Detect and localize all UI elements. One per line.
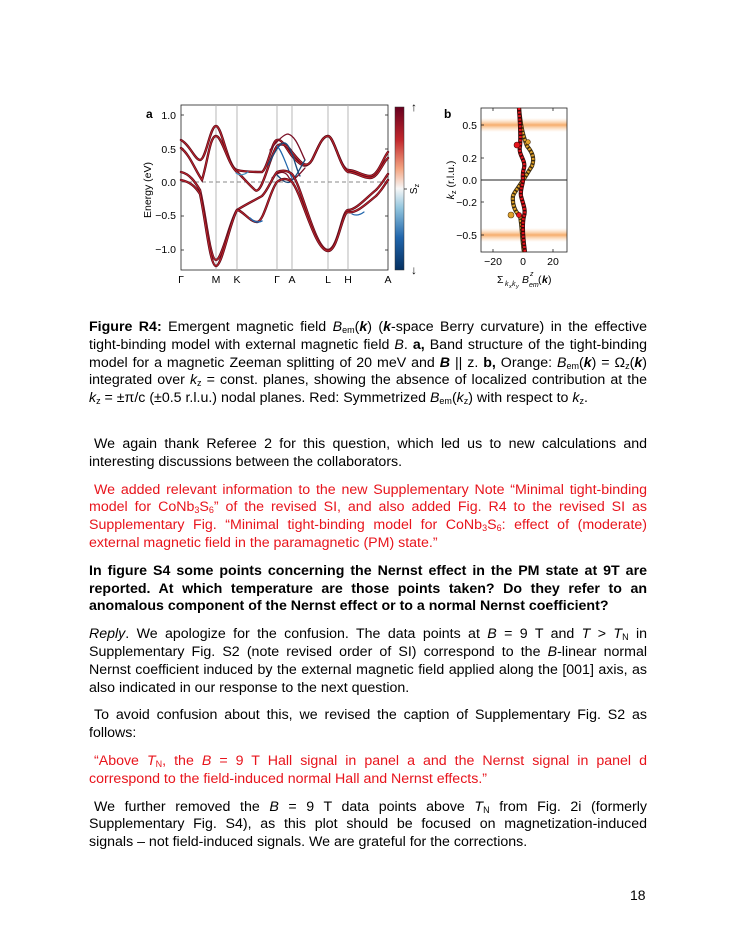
band-curves — [181, 126, 388, 266]
figure-r4 — [0, 0, 733, 300]
text: B — [487, 626, 497, 643]
text: N — [622, 632, 629, 643]
xtick: Γ — [178, 274, 184, 286]
colorbar-label — [409, 183, 421, 194]
text: in Supplementary Fig. S2 (note revised order of SI) correspond to the — [89, 626, 648, 660]
caption-text: B — [557, 354, 567, 371]
svg-text:Sz — [409, 183, 421, 194]
caption-text: Orange: — [495, 354, 558, 371]
text: ” of the revised SI, and also added Fig. R4 to the revised SI as Supplementary Fig. “Minimal tight-binding model for CoNb — [89, 499, 647, 534]
panel-a-xticks — [178, 274, 391, 286]
xtick: K — [233, 274, 241, 286]
caption-text: ) = Ω — [591, 354, 626, 371]
ylabel-rest: (r.l.u.) — [445, 160, 457, 191]
caption-text: z — [463, 396, 469, 407]
text: S — [487, 517, 497, 534]
text: = 9 T Hall signal in panel a and the Nernst signal in panel d correspond to the field-induced normal Hall and Nernst effects.” — [89, 752, 647, 787]
panel-b-label: b — [444, 107, 452, 121]
caption-text: Emergent magnetic field — [161, 319, 333, 335]
text: T — [613, 626, 623, 643]
caption-text: em — [342, 325, 355, 335]
text: T — [581, 626, 591, 643]
svg-text:z: z — [530, 271, 534, 278]
panel-b-yticks — [456, 120, 477, 242]
caption-text: em — [439, 396, 452, 407]
xtick: 20 — [547, 256, 559, 268]
caption-text: z — [579, 396, 584, 407]
caption-text: em — [566, 360, 580, 371]
sz-colorbar — [395, 107, 404, 270]
xtick: A — [288, 274, 296, 286]
caption-text: ( — [451, 390, 457, 407]
text: 6 — [208, 505, 214, 516]
colorbar-label-main: S — [409, 187, 420, 195]
caption-text: B — [332, 319, 343, 335]
svg-text:B: B — [522, 274, 530, 286]
panel-a-ylabel: Energy (eV) — [142, 161, 154, 219]
caption-text: k — [456, 390, 464, 407]
caption-text: k — [572, 390, 580, 407]
svg-text:x: x — [509, 284, 512, 290]
ytick: 0.5 — [161, 144, 176, 156]
svg-text:k: k — [542, 274, 548, 286]
ytick: −0.5 — [456, 230, 477, 242]
text: from Fig. 2i (formerly Supplementary Fig. S4), as this plot should be focused on magnetization-induced signals – not field-induced signals. We are grateful for the corrections. — [89, 798, 647, 851]
text: N — [155, 758, 163, 769]
page-number: 18 — [630, 887, 646, 903]
text: B — [269, 798, 279, 815]
ytick: 1.0 — [161, 110, 176, 122]
caption-text: -space Berry curvature) in the effective tight-binding model with external magnetic field — [89, 319, 647, 353]
xtick: −20 — [484, 256, 502, 268]
caption-text: z — [197, 378, 202, 389]
ytick: 0.5 — [462, 120, 477, 132]
caption-text: ( — [629, 354, 635, 371]
caption-text: z — [625, 360, 630, 371]
svg-text:): ) — [548, 274, 552, 286]
text: B — [547, 643, 558, 660]
figure-caption — [89, 319, 647, 408]
caption-text: B — [429, 390, 440, 407]
text: We further removed the — [94, 798, 270, 815]
text: “Above — [94, 752, 147, 769]
spin-down-arrow-icon: ↓ — [411, 263, 417, 277]
caption-label: Figure R4: — [89, 319, 162, 335]
text: = 9 T data points above — [278, 798, 475, 815]
caption-text: = ±π/c (±0.5 r.l.u.) nodal planes. Red: Symmetrized — [100, 390, 430, 407]
caption-text: ) integrated over — [89, 354, 648, 389]
text: , the — [162, 752, 202, 769]
caption-text: k — [634, 354, 643, 371]
text: 3 — [194, 505, 200, 516]
text: -linear normal Nernst coefficient induced by the external magnetic field applied along the [001] axis, as also indicated in our response to the next question. — [89, 643, 648, 696]
panel-a-yticks — [155, 110, 176, 256]
text: T — [146, 752, 156, 769]
spin-up-arrow-icon: ↑ — [411, 100, 417, 114]
text: 3 — [482, 523, 488, 534]
caption-text: = const. planes, showing the absence of localized contribution at the — [201, 372, 647, 389]
caption-text: Band structure of the tight-binding model for a magnetic Zeeman splitting of 20 meV and — [89, 336, 647, 371]
text: = 9 T and — [496, 626, 582, 643]
text: B — [201, 752, 212, 769]
panel-b-ylabel — [445, 161, 458, 200]
caption-text: B — [439, 354, 450, 371]
caption-text: ( — [354, 319, 360, 335]
text: > — [590, 626, 614, 643]
caption-text: b, — [483, 354, 496, 371]
caption-text: k — [189, 372, 198, 389]
xtick: 0 — [520, 256, 526, 268]
panel-b-xlabel — [497, 271, 552, 290]
svg-text:em: em — [529, 282, 539, 289]
caption-text: . — [403, 336, 413, 353]
text: 6 — [496, 523, 502, 534]
ytick: −0.2 — [456, 197, 477, 209]
ylabel-sub: z — [449, 190, 458, 195]
svg-text:(: ( — [538, 274, 542, 286]
svg-text:k: k — [505, 281, 509, 288]
caption-text: a, — [412, 336, 425, 353]
text: . We apologize for the confusion. The data points at — [125, 626, 488, 643]
text: : effect of (moderate) external magnetic field in the paramagnetic (PM) state.” — [89, 517, 647, 551]
paragraph-removed-points — [89, 799, 647, 852]
ytick: −1.0 — [155, 244, 176, 256]
referee-question: In figure S4 some points concerning the Nernst effect in the PM state at 9T are reported. At which temperature are those points taken? Do they refer to an anomalous component of the Nernst effect or to a normal Nernst coefficient? — [89, 562, 647, 615]
caption-text: z — [96, 396, 101, 407]
text: S — [199, 499, 209, 516]
ytick: 0.0 — [161, 177, 176, 189]
panel-b-xticks — [484, 256, 559, 268]
text: We added relevant information to the new Supplementary Note “Minimal tight-binding model for CoNb — [89, 481, 647, 516]
svg-text:kz (r.l.u.) — [445, 161, 458, 200]
paragraph-thanks: We again thank Referee 2 for this question, which led us to new calculations and interesting discussions between the collaborators. — [89, 436, 647, 470]
paragraph-revised-caption: To avoid confusion about this, we revised the caption of Supplementary Fig. S2 as follows: — [89, 707, 647, 742]
caption-text: k — [383, 319, 392, 335]
caption-text: ) with respect to — [468, 390, 573, 407]
ylabel-main: k — [445, 194, 457, 200]
reply-label: Reply — [89, 626, 126, 643]
xtick: M — [211, 274, 221, 286]
ytick: −0.5 — [155, 210, 176, 222]
ytick: 0.2 — [462, 153, 477, 165]
colorbar-label-sub: z — [414, 183, 421, 188]
xtick: A — [384, 274, 392, 286]
caption-text: k — [359, 319, 368, 335]
xtick: H — [344, 274, 352, 286]
panel-a — [142, 100, 421, 286]
quoted-caption — [89, 753, 647, 789]
high-symmetry-lines — [216, 105, 348, 270]
caption-text: B — [394, 336, 404, 353]
panel-a-label: a — [146, 107, 153, 121]
caption-text: || z. — [450, 354, 484, 371]
panel-b — [444, 107, 567, 290]
caption-text: k — [583, 354, 592, 371]
reply-paragraph — [89, 626, 647, 697]
ytick: 0.0 — [462, 175, 477, 187]
svg-text:Σ: Σ — [497, 274, 504, 286]
text: T — [474, 798, 484, 815]
caption-text: . — [583, 390, 588, 407]
xtick: L — [325, 274, 331, 286]
svg-text:k: k — [512, 281, 516, 288]
body-text — [89, 436, 647, 852]
caption-text: k — [89, 390, 97, 407]
caption-text: ) ( — [367, 319, 384, 335]
svg-text:y: y — [516, 284, 519, 290]
paragraph-added-info — [89, 482, 647, 553]
xtick: Γ — [274, 274, 280, 286]
caption-text: ( — [579, 354, 584, 371]
text: N — [483, 804, 490, 815]
